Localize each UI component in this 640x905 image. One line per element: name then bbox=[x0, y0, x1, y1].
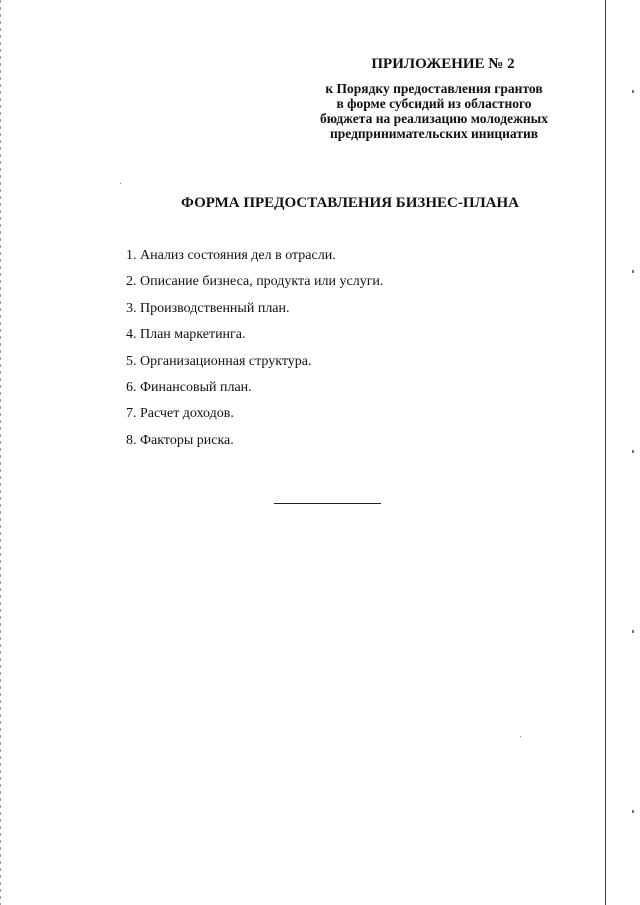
appendix-note bbox=[300, 81, 568, 141]
scan-right-marks bbox=[632, 0, 634, 905]
section-item: 8. Факторы риска. bbox=[126, 432, 234, 448]
section-item: 5. Организационная структура. bbox=[126, 353, 312, 369]
section-list bbox=[126, 247, 383, 458]
appendix-note-line: в форме субсидий из областного bbox=[336, 96, 532, 111]
appendix-note-line: к Порядку предоставления грантов bbox=[325, 81, 543, 96]
section-item: 3. Производственный план. bbox=[126, 300, 290, 316]
section-item: 2. Описание бизнеса, продукта или услуги. bbox=[126, 274, 384, 290]
end-divider bbox=[274, 503, 381, 504]
scan-speck bbox=[520, 736, 521, 737]
appendix-note-line: бюджета на реализацию молодежных bbox=[320, 111, 548, 126]
section-item: 6. Финансовый план. bbox=[126, 379, 252, 395]
section-item: 1. Анализ состояния дел в отрасли. bbox=[126, 248, 336, 263]
appendix-note-line: предпринимательских инициатив bbox=[329, 126, 539, 141]
form-title: ФОРМА ПРЕДОСТАВЛЕНИЯ БИЗНЕС-ПЛАНА bbox=[181, 195, 519, 211]
page-fold-line bbox=[605, 0, 606, 905]
scan-speck bbox=[120, 183, 121, 184]
section-item: 4. План маркетинга. bbox=[126, 327, 246, 343]
appendix-title: ПРИЛОЖЕНИЕ № 2 bbox=[371, 56, 515, 72]
section-item: 7. Расчет доходов. bbox=[126, 406, 234, 422]
scan-left-edge bbox=[0, 0, 1, 905]
